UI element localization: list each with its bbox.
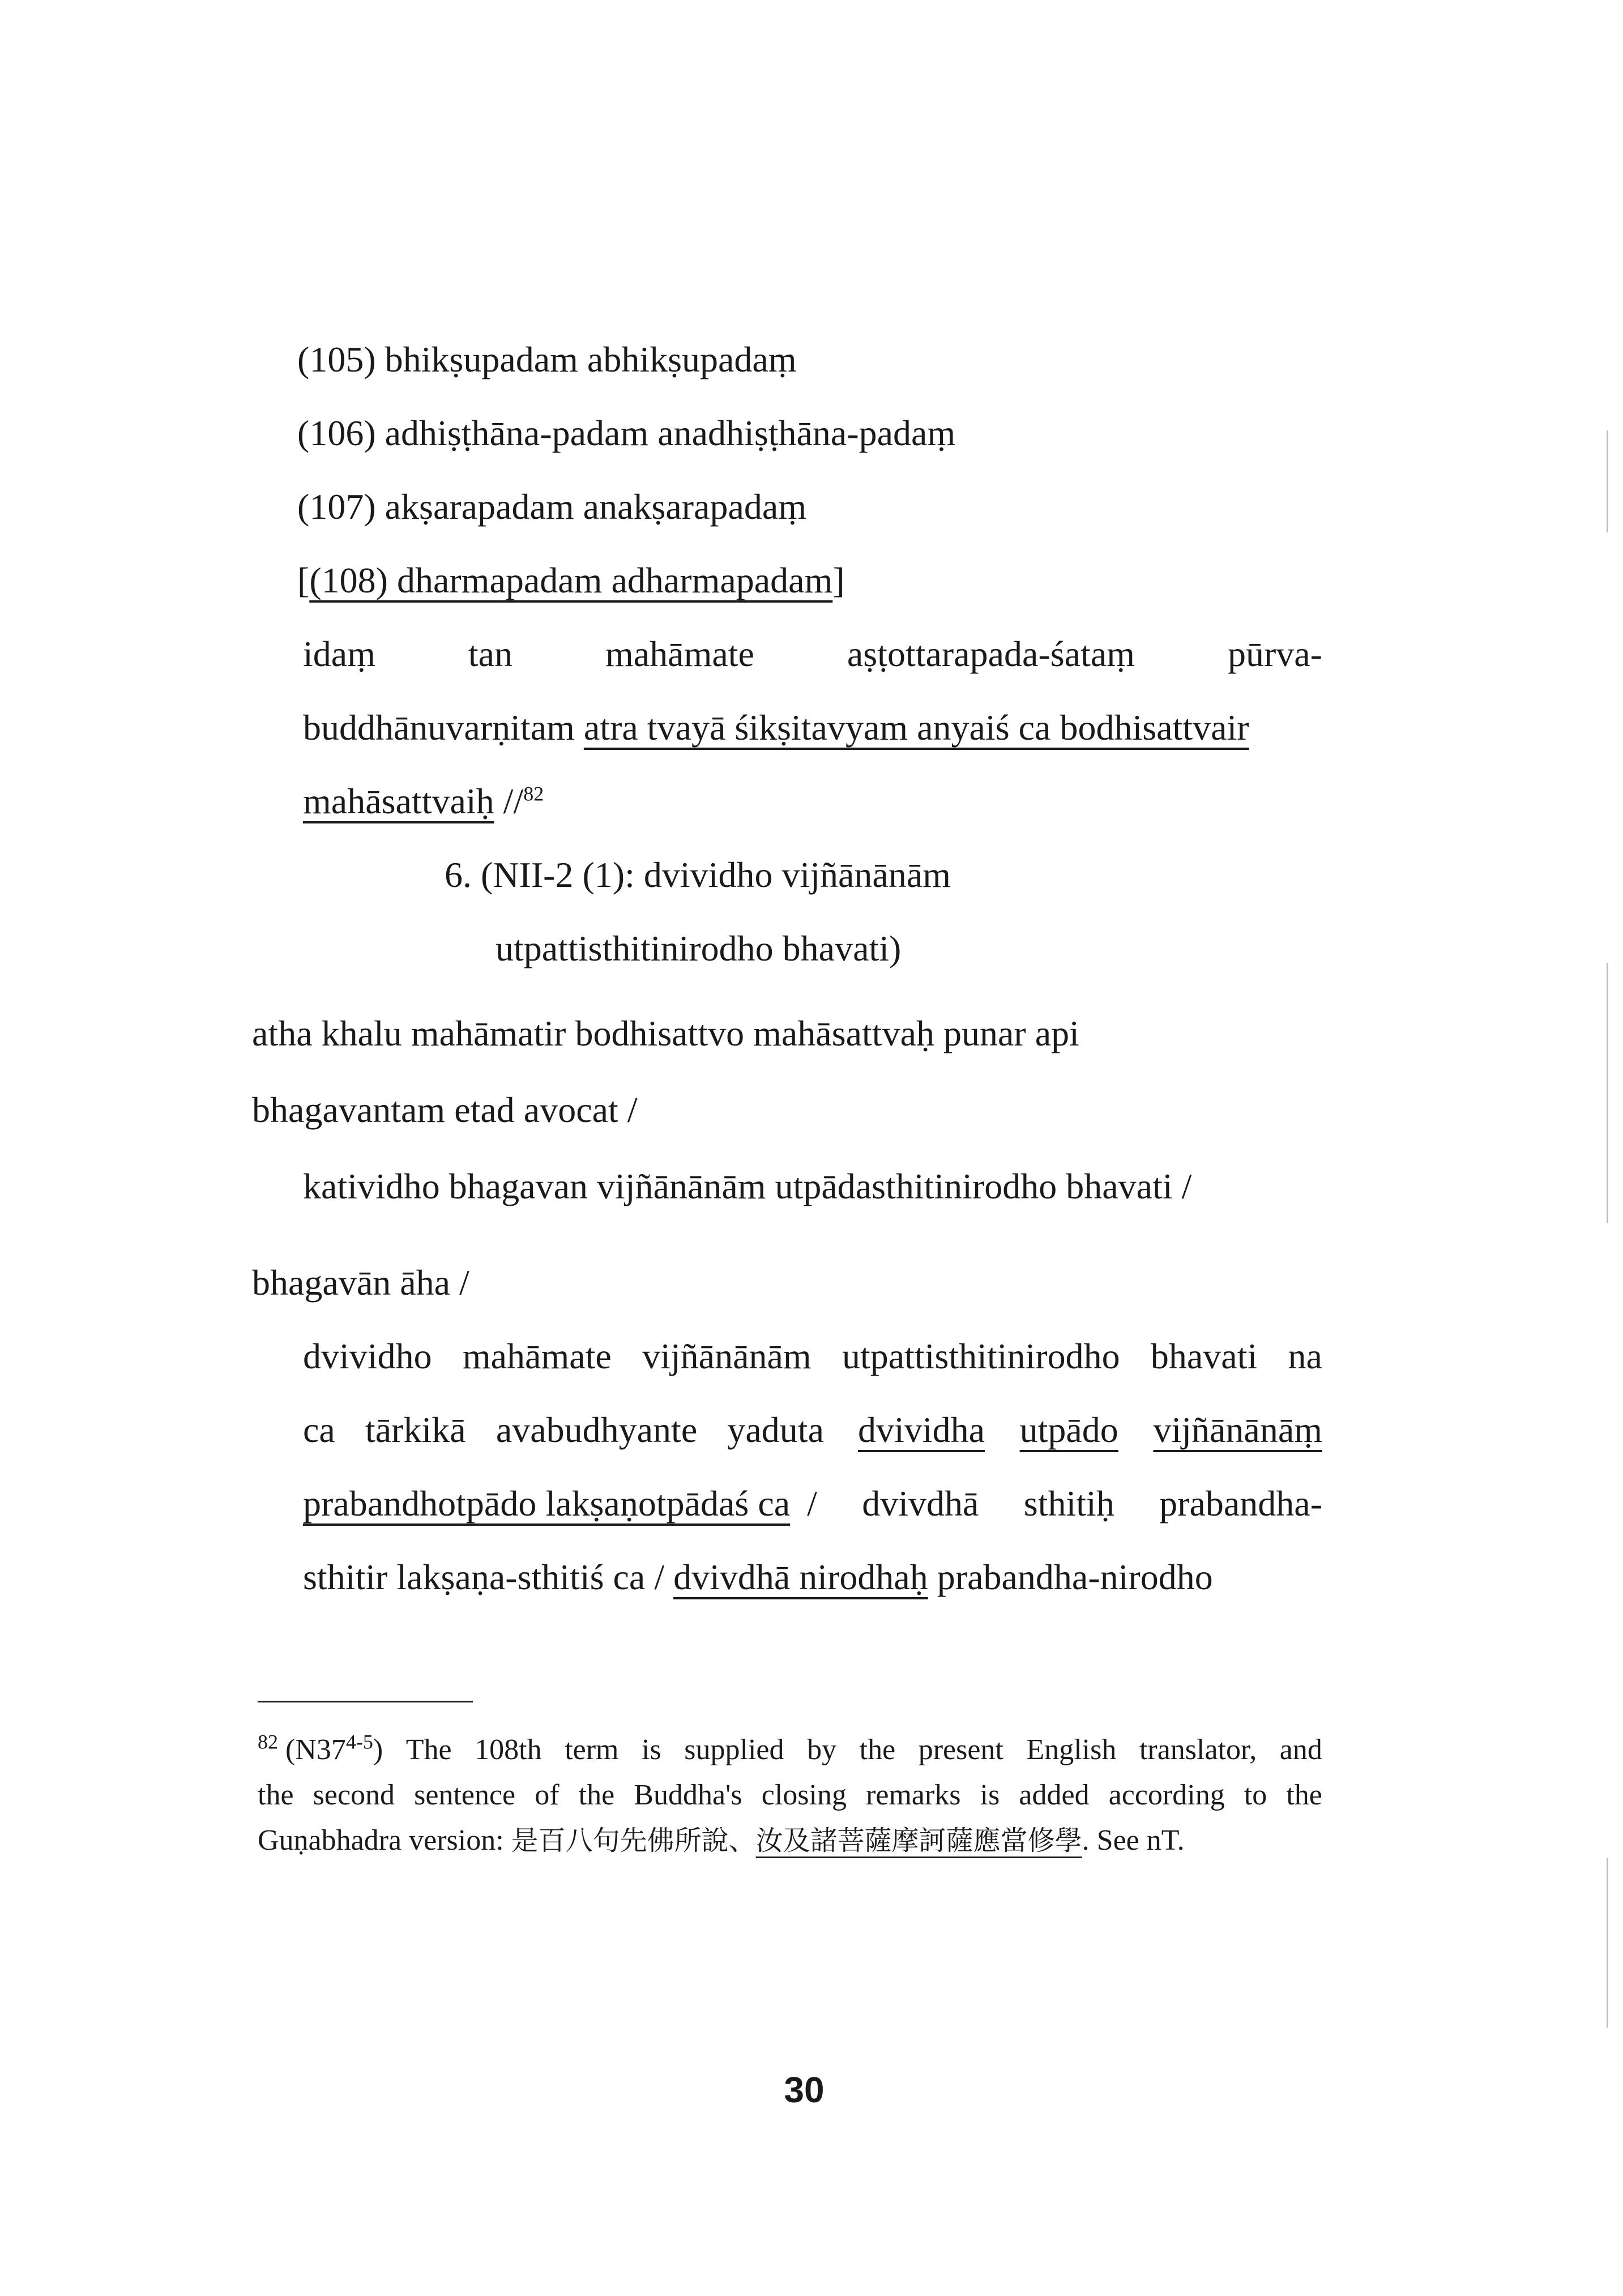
- word: prabandha-: [1159, 1483, 1322, 1523]
- reply-text: sthitir lakṣaṇa-sthitiś ca /: [303, 1557, 674, 1597]
- word: to: [1244, 1779, 1267, 1811]
- word: the: [1286, 1779, 1322, 1811]
- word: dvividha: [858, 1410, 985, 1450]
- reply-line-2: [303, 1407, 1322, 1453]
- word: closing: [761, 1779, 847, 1811]
- footnote-marker: $^{82}$ (N37$^{4-5}$): [258, 1730, 383, 1766]
- word: sentence: [414, 1779, 516, 1811]
- footnote-cjk-text: 是百八句先佛所說、: [511, 1825, 756, 1857]
- footnote-line-3: [258, 1818, 1334, 1863]
- word: second: [313, 1779, 395, 1811]
- footnote-line-1: [258, 1727, 1322, 1773]
- list-item-108-text: (108) dharmapadam adharmapadam: [309, 560, 833, 600]
- word: Buddha's: [634, 1779, 742, 1811]
- word: of: [535, 1779, 559, 1811]
- word: term: [565, 1734, 619, 1766]
- word: ca: [303, 1410, 335, 1450]
- reply-intro: bhagavān āha /: [252, 1262, 469, 1303]
- footnote-text-end: . See nT.: [1082, 1824, 1185, 1857]
- section-heading-line-2: utpattisthitinirodho bhavati): [496, 928, 902, 968]
- closing-text-underlined: atra tvayā śikṣitavyam anyaiś ca bodhisattvair: [583, 707, 1249, 748]
- footnote-cjk-underlined: 汝及諸菩薩摩訶薩應當修學: [755, 1825, 1082, 1857]
- reply-underlined-phrase-2: prabandhotpādo lakṣaṇotpādaś ca: [303, 1483, 791, 1523]
- word: tārkikā: [365, 1410, 466, 1450]
- closing-end-mark: //: [494, 781, 524, 821]
- word: avabudhyante: [496, 1410, 698, 1450]
- word: utpādo: [1019, 1410, 1118, 1450]
- reply-line-1: [303, 1334, 1322, 1379]
- word: aṣṭottarapada-śataṃ: [847, 634, 1135, 674]
- word: the: [859, 1734, 896, 1766]
- word: mahāmate: [462, 1336, 612, 1376]
- reply-underlined-phrase-3: dvivdhā nirodhaḥ: [673, 1557, 928, 1597]
- bracket-open: [: [297, 560, 310, 600]
- reply-text-end: prabandha-nirodho: [928, 1557, 1213, 1597]
- word: /: [807, 1483, 817, 1523]
- word: translator,: [1139, 1734, 1257, 1766]
- closing-line-2: [303, 705, 1249, 750]
- scan-edge-mark: [1607, 963, 1608, 1223]
- question-line: katividho bhagavan vijñānānām utpādasthitinirodho bhavati /: [303, 1166, 1192, 1206]
- footnote-line-2: [258, 1773, 1322, 1818]
- closing-text-underlined-2: mahāsattvaiḥ: [303, 781, 494, 821]
- word: yaduta: [727, 1410, 824, 1450]
- word: dvivdhā: [862, 1483, 979, 1523]
- scan-edge-mark: [1607, 430, 1608, 532]
- word: tan: [468, 634, 513, 674]
- word: vijñānānāṃ: [1153, 1410, 1322, 1450]
- section-heading-line-1: 6. (NII-2 (1): dvividho vijñānānām: [445, 855, 951, 895]
- list-item-108-bracketed: [297, 558, 845, 603]
- footnote-divider: [258, 1701, 473, 1702]
- word: pūrva-: [1227, 634, 1322, 674]
- closing-text-plain: buddhānuvarṇitam: [303, 707, 584, 748]
- word: mahāmate: [605, 634, 754, 674]
- word: sthitiḥ: [1023, 1483, 1114, 1523]
- scan-edge-mark: [1607, 1858, 1608, 2028]
- reply-line-3: [303, 1481, 1322, 1526]
- closing-line-3: [303, 779, 544, 824]
- page-number: 30: [784, 2069, 825, 2110]
- word: the: [258, 1779, 294, 1811]
- word: and: [1279, 1734, 1322, 1766]
- reply-line-4: [303, 1555, 1213, 1600]
- word: by: [807, 1734, 837, 1766]
- word: The: [405, 1734, 452, 1766]
- word: is: [642, 1734, 661, 1766]
- word: na: [1288, 1336, 1322, 1376]
- footnote-text: Guṇabhadra version:: [258, 1824, 511, 1857]
- paragraph-1-line-1: atha khalu mahāmatir bodhisattvo mahāsattvaḥ punar api: [252, 1013, 1079, 1053]
- word: is: [980, 1779, 1000, 1811]
- word: idaṃ: [303, 634, 375, 674]
- word: supplied: [684, 1734, 784, 1766]
- reply-underlined-phrase: [858, 1407, 1322, 1453]
- word: dvividho: [303, 1336, 432, 1376]
- word: vijñānānām: [642, 1336, 812, 1376]
- word: bhavati: [1150, 1336, 1258, 1376]
- word: according: [1108, 1779, 1225, 1811]
- list-item-106: (106) adhiṣṭhāna-padam anadhiṣṭhāna-padaṃ: [297, 413, 956, 453]
- word: 108th: [475, 1734, 542, 1766]
- list-item-105: (105) bhikṣupadam abhikṣupadaṃ: [297, 339, 797, 379]
- word: added: [1019, 1779, 1090, 1811]
- word: remarks: [866, 1779, 961, 1811]
- closing-line-1: [303, 631, 1322, 677]
- bracket-close: ]: [832, 560, 845, 600]
- word: the: [578, 1779, 615, 1811]
- word: present: [918, 1734, 1003, 1766]
- list-item-107: (107) akṣarapadam anakṣarapadaṃ: [297, 486, 807, 527]
- word: utpattisthitinirodho: [842, 1336, 1120, 1376]
- footnote-reference: 82: [523, 782, 544, 805]
- word: English: [1026, 1734, 1117, 1766]
- paragraph-1-line-2: bhagavantam etad avocat /: [252, 1090, 638, 1130]
